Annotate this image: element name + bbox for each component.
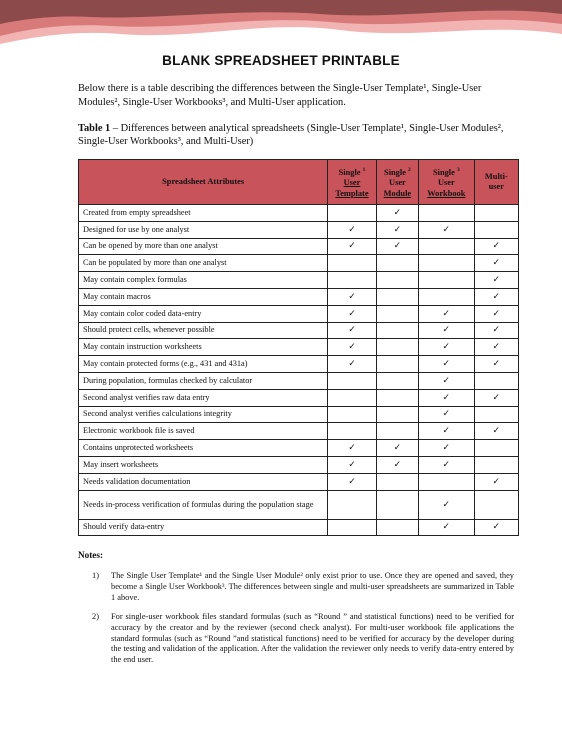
note-item-1 [92, 571, 514, 603]
header-single-user-workbook: Single $^3$ User Workbook [419, 160, 475, 205]
page-title: BLANK SPREADSHEET PRINTABLE [162, 53, 400, 68]
check-icon: ✓ [328, 221, 376, 238]
empty-cell [376, 423, 418, 440]
attribute-cell: Should protect cells, whenever possible [79, 322, 328, 339]
attribute-cell: May contain instruction worksheets [79, 339, 328, 356]
attribute-cell: Can be opened by more than one analyst [79, 238, 328, 255]
empty-cell [376, 519, 418, 536]
check-icon: ✓ [419, 406, 475, 423]
table-caption [78, 122, 518, 148]
attribute-cell: Created from empty spreadsheet [79, 205, 328, 222]
check-icon: ✓ [376, 221, 418, 238]
empty-cell [419, 255, 475, 272]
empty-cell [419, 238, 475, 255]
table-body [79, 205, 519, 536]
table-caption-text: – Differences between analytical spreadsheets (Single-User Template¹, Single-User Modules², Single-User Workbooks³, and Multi-User) [78, 123, 504, 147]
check-icon: ✓ [376, 205, 418, 222]
table-row [79, 356, 519, 373]
attribute-cell: Designed for use by one analyst [79, 221, 328, 238]
empty-cell [328, 490, 376, 519]
check-icon: ✓ [328, 288, 376, 305]
attribute-cell: During population, formulas checked by calculator [79, 372, 328, 389]
empty-cell [474, 221, 518, 238]
empty-cell [328, 205, 376, 222]
empty-cell [376, 473, 418, 490]
table-row [79, 322, 519, 339]
empty-cell [376, 406, 418, 423]
empty-cell [328, 389, 376, 406]
check-icon: ✓ [474, 238, 518, 255]
check-icon: ✓ [419, 356, 475, 373]
empty-cell [328, 272, 376, 289]
header-spreadsheet-attributes: Spreadsheet Attributes [79, 160, 328, 205]
empty-cell [376, 372, 418, 389]
intro-paragraph: Below there is a table describing the differences between the Single-User Template¹, Single-User Modules², Single-User Workbooks³, and Multi-User application. [78, 83, 482, 108]
table-row [79, 389, 519, 406]
empty-cell [376, 272, 418, 289]
check-icon: ✓ [419, 519, 475, 536]
empty-cell [419, 473, 475, 490]
table-header-row [79, 160, 519, 205]
check-icon: ✓ [419, 372, 475, 389]
check-icon: ✓ [419, 440, 475, 457]
check-icon: ✓ [419, 322, 475, 339]
check-icon: ✓ [419, 305, 475, 322]
empty-cell [376, 288, 418, 305]
table-row [79, 423, 519, 440]
attribute-cell: Electronic workbook file is saved [79, 423, 328, 440]
attribute-cell: Can be populated by more than one analyst [79, 255, 328, 272]
attribute-cell: Contains unprotected worksheets [79, 440, 328, 457]
check-icon: ✓ [474, 272, 518, 289]
table-row [79, 221, 519, 238]
check-icon: ✓ [474, 322, 518, 339]
table-row [79, 473, 519, 490]
check-icon: ✓ [419, 490, 475, 519]
check-icon: ✓ [419, 456, 475, 473]
check-icon: ✓ [419, 339, 475, 356]
attribute-cell: May insert worksheets [79, 456, 328, 473]
decorative-header-banner [0, 0, 562, 50]
check-icon: ✓ [376, 238, 418, 255]
empty-cell [474, 205, 518, 222]
table-row [79, 519, 519, 536]
table-row [79, 255, 519, 272]
note-text: The Single User Template¹ and the Single User Module² only exist prior to use. Once they are opened and saved, they become a Single User Workbook³. The differences between single and multi-user spreadsheets are summarized in Table 1 above. [111, 571, 514, 602]
check-icon: ✓ [474, 339, 518, 356]
empty-cell [474, 372, 518, 389]
table-row [79, 372, 519, 389]
empty-cell [328, 519, 376, 536]
check-icon: ✓ [474, 356, 518, 373]
empty-cell [376, 389, 418, 406]
table-caption-label: Table 1 [78, 123, 111, 134]
empty-cell [474, 490, 518, 519]
empty-cell [328, 406, 376, 423]
note-item-2 [92, 612, 514, 666]
check-icon: ✓ [474, 255, 518, 272]
check-icon: ✓ [376, 440, 418, 457]
table-row [79, 406, 519, 423]
empty-cell [376, 339, 418, 356]
attribute-cell: Second analyst verifies raw data entry [79, 389, 328, 406]
attribute-cell: Needs in-process verification of formulas during the population stage [79, 490, 328, 519]
check-icon: ✓ [419, 423, 475, 440]
empty-cell [474, 406, 518, 423]
check-icon: ✓ [419, 221, 475, 238]
table-row [79, 205, 519, 222]
note-number: 2) [92, 612, 99, 621]
check-icon: ✓ [328, 473, 376, 490]
empty-cell [376, 255, 418, 272]
table-row [79, 490, 519, 519]
table-row [79, 272, 519, 289]
empty-cell [376, 490, 418, 519]
empty-cell [376, 322, 418, 339]
empty-cell [419, 205, 475, 222]
empty-cell [328, 255, 376, 272]
check-icon: ✓ [328, 440, 376, 457]
check-icon: ✓ [419, 389, 475, 406]
check-icon: ✓ [474, 423, 518, 440]
check-icon: ✓ [328, 322, 376, 339]
empty-cell [376, 305, 418, 322]
attribute-cell: May contain complex formulas [79, 272, 328, 289]
attribute-cell: Second analyst verifies calculations integrity [79, 406, 328, 423]
empty-cell [474, 440, 518, 457]
table-row [79, 440, 519, 457]
attribute-cell: May contain protected forms (e.g., 431 and 431a) [79, 356, 328, 373]
check-icon: ✓ [376, 456, 418, 473]
empty-cell [376, 356, 418, 373]
empty-cell [419, 288, 475, 305]
empty-cell [328, 372, 376, 389]
check-icon: ✓ [328, 305, 376, 322]
attribute-cell: May contain macros [79, 288, 328, 305]
table-row [79, 288, 519, 305]
check-icon: ✓ [328, 356, 376, 373]
header-multi-user: Multi- user [474, 160, 518, 205]
check-icon: ✓ [474, 389, 518, 406]
table-row [79, 456, 519, 473]
spreadsheet-attributes-table [78, 159, 519, 536]
note-number: 1) [92, 571, 99, 580]
check-icon: ✓ [474, 519, 518, 536]
empty-cell [328, 423, 376, 440]
header-single-user-template: Single $^1$ User Template [328, 160, 376, 205]
attribute-cell: Should verify data-entry [79, 519, 328, 536]
header-single-user-module: Single $^2$ User Module [376, 160, 418, 205]
check-icon: ✓ [328, 339, 376, 356]
check-icon: ✓ [474, 305, 518, 322]
check-icon: ✓ [328, 238, 376, 255]
empty-cell [474, 456, 518, 473]
notes-title: Notes: [78, 550, 104, 560]
check-icon: ✓ [328, 456, 376, 473]
check-icon: ✓ [474, 288, 518, 305]
empty-cell [419, 272, 475, 289]
table-row [79, 305, 519, 322]
note-text: For single-user workbook files standard formulas (such as “Round ” and statistical functions) need to be verified for accuracy by the creator and by the reviewer (second check analyst). For multi-user workbook file applications the standard formulas (such as “Round ”and statistical functions) need to be verified for accuracy by the developer during the testing and validation of the application. After the validation the reviewer only needs to verify data-entry entered by the end user. [111, 612, 514, 665]
attribute-cell: May contain color coded data-entry [79, 305, 328, 322]
attribute-cell: Needs validation documentation [79, 473, 328, 490]
table-row [79, 238, 519, 255]
table-row [79, 339, 519, 356]
check-icon: ✓ [474, 473, 518, 490]
